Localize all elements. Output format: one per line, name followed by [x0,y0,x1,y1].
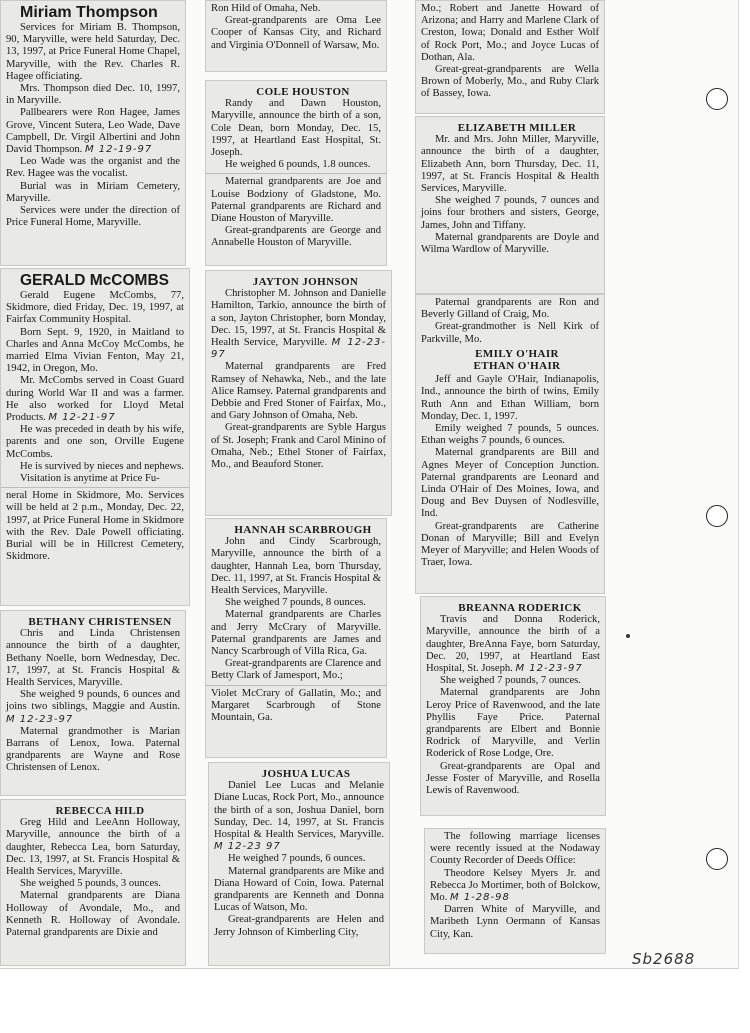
obituary-title: GERALD McCOMBS [20,272,169,289]
announcement-text: Great-grandparents are Opal and Jesse Foster of Maryville, and Rosella Lewis of Ravenwood. [426,760,600,797]
announcement-text: Ron Hild of Omaha, Neb. [211,3,321,14]
announcement-text: Maternal grandparents are Charles and Jerry McCrary of Maryville. Paternal grandparents are James and Nancy Scarbrough of Villa Rica, Ga. [211,609,381,658]
announcement-text: She weighed 5 pounds, 3 ounces. [20,878,161,890]
binder-hole [706,88,728,110]
announcement-text: She weighed 7 pounds, 7 ounces. [440,675,581,687]
announcement-text: Mo.; Robert and Janette Howard of Arizona; and Harry and Marlene Clark of Creston, Iowa; Donald and Esther Wolf of Rock Port, Mo.; and Joyce Lucas of Dothan, Ala. [421,3,599,63]
obituary-title: Miriam Thompson [20,4,158,21]
clipping-cole-houston [205,80,387,266]
announcement-text: John and Cindy Scarbrough, Maryville, announce the birth of a daughter, Hannah Lea, born Thursday, Dec. 11, 1997, at St. Francis Hospital & Health Services, Maryville. [211,536,381,597]
obituary-text: Born Sept. 9, 1920, in Maitland to Charles and Anna McCoy McCombs, he married Elma Vivian Fenton, May 21, 1942, in Oregon, Mo. [6,326,184,375]
handwritten-date: M 12-23 97 [214,841,281,853]
obituary-text: Leo Wade was the organist and the Rev. Hagee was the vocalist. [6,156,180,180]
announcement-text: Maternal grandparents are Doyle and Wilma Wardlow of Maryville. [421,231,599,256]
binder-hole [706,505,728,527]
binder-hole [706,848,728,870]
announcement-title: COLE HOUSTON [256,86,350,98]
obituary-text: Services were under the direction of Price Funeral Home, Maryville. [6,205,180,229]
announcement-text: Great-grandparents are Catherine Donan of Maryville; Bill and Evelyn Meyer of Maryville; and Helen Woods of Traer, Iowa. [421,520,599,569]
announcement-text: Travis and Donna Roderick, Maryville, announce the birth of a daughter, BreAnna Faye, born Saturday, Dec. 20, 1997, at Heartland East Hospital, St. Joseph. [426,614,600,675]
announcement-text: Violet McCrary of Gallatin, Mo.; and Margaret Scarbrough of Stone Mountain, Ga. [211,687,381,724]
announcement-text: Emily weighed 7 pounds, 5 ounces. Ethan weighs 7 pounds, 6 ounces. [421,423,599,447]
announcement-text: He weighed 6 pounds, 1.8 ounces. [225,159,371,171]
clipping-hannah-scarbrough [205,518,387,758]
announcement-title: EMILY O'HAIR [475,347,559,360]
notice-text: Theodore Kelsey Myers Jr. and Rebecca Jo Mortimer, both of Bolckow, Mo. [430,867,600,904]
announcement-text: Maternal grandparents are Diana Holloway of Avondale, Mo., and Kenneth R. Holloway of Avondale. Paternal grandparents are Dixie and [6,890,180,939]
announcement-text: Greg Hild and LeeAnn Holloway, Maryville, announce the birth of a daughter, Rebecca Lea, born Saturday, Dec. 13, 1997, at St. Francis Hospital & Health Services, Maryville. [6,817,180,878]
announcement-text: Randy and Dawn Houston, Maryville, announce the birth of a son, Cole Dean, born Monday, Dec. 15, 1997, at Heartland East Hospital, St. Joseph. [211,98,381,159]
clipping-gerald-mccombs [0,268,190,606]
handwritten-date: M 12-19-97 [84,144,153,156]
clipping-elizabeth-miller [415,116,605,294]
obituary-text: Visitation is anytime at Price Fu- [20,473,160,485]
obituary-text: He is survived by nieces and nephews. [20,460,184,472]
announcement-text: She weighed 9 pounds, 6 ounces and joins two siblings, Maggie and Austin. [6,689,180,713]
announcement-text: Great-grandparents are Syble Hargus of St. Joseph; Frank and Carol Minino of Omaha, Neb.; Ethel Stoner of Fairfax, Mo., and Beauford Stoner. [211,422,386,471]
announcement-text: Maternal grandmother is Marian Barrans of Lenox, Iowa. Paternal grandparents are Wayne and Rose Christensen of Lenox. [6,725,180,774]
announcement-text: Daniel Lee Lucas and Melanie Diane Lucas, Rock Port, Mo., announce the birth of a son, Joshua Daniel, born Sunday, Dec. 14, 1997, at St. Francis Hospital & Health Services, Maryville. [214,780,384,841]
announcement-title: JAYTON JOHNSON [252,276,359,288]
announcement-text: Maternal grandparents are Joe and Louise Bodziony of Gladstone, Mo. Paternal grandparents are Richard and Diane Houston of Maryville. [211,176,381,225]
clipping-seam [206,685,386,686]
obituary-text: Services for Miriam B. Thompson, 90, Maryville, were held Saturday, Dec. 13, 1997, at Price Funeral Home Chapel, Maryville, with the Rev. Charles R. Hagee officiating. [6,22,180,82]
handwritten-date: M 12-21-97 [48,412,116,424]
handwritten-date: M 12-23-97 [6,713,74,725]
clipping-marriage-licenses [424,828,606,954]
announcement-text: Maternal grandparents are Mike and Diana Howard of Coin, Iowa. Paternal grandparents are Kenneth and Donna Lucas of Watson, Mo. [214,865,384,914]
announcement-text: He weighed 7 pounds, 6 ounces. [228,853,366,865]
announcement-text: Great-grandmother is Nell Kirk of Parkville, Mo. [421,321,599,345]
clipping-joshua-lucas [208,762,390,966]
announcement-title: HANNAH SCARBROUGH [234,524,372,536]
archive-number: Sb2688 [632,950,696,968]
handwritten-date: M 1-28-98 [450,892,510,904]
announcement-text: Maternal grandparents are Fred Ramsey of Nehawka, Neb., and the late Alice Ramsey. Paternal grandparents and Debbie and Fred Stoner of Fairfax, Mo., and Gary Johnson of Omaha, Neb. [211,361,386,422]
announcement-text: Christopher M. Johnson and Danielle Hamilton, Tarkio, announce the birth of a son, Jayton Christopher, born Monday, Dec. 15, 1997, at St. Francis Hospital & Health Service, Maryville. [211,288,386,349]
announcement-title: BREANNA RODERICK [458,602,582,614]
obituary-text: Mr. McCombs served in Coast Guard during World War II and was a farmer. He also worked for Lloyd Metal Products. [6,375,184,424]
announcement-text: Maternal grandparents are John Leroy Price of Ravenwood, and the late Phyllis Faye Price. Paternal grandparents are Elbert and Bonnie Rodrick of Maryville, and Verlin Roderick of Rose Lodge, Ore. [426,687,600,760]
obituary-text: Mrs. Thompson died Dec. 10, 1997, in Maryville. [6,83,180,107]
clipping-breanna-roderick [420,596,606,816]
clipping-bethany-christensen [0,610,186,796]
announcement-text: Jeff and Gayle O'Hair, Indianapolis, Ind., announce the birth of twins, Emily Ruth Ann and Ethan William, born Monday, Dec. 1, 1997. [421,374,599,422]
obituary-text: He was preceded in death by his wife, parents and one son, Orville Eugene McCombs. [6,424,184,460]
announcement-text: Great-grandparents are George and Annabelle Houston of Maryville. [211,225,381,249]
announcement-text: Great-great-grandparents are Wella Brown of Moberly, Mo., and Ruby Clark of Bassey, Iowa. [421,64,599,100]
clipping-seam [206,173,386,174]
announcement-title: JOSHUA LUCAS [261,768,351,780]
clipping-joshua-lucas-continued [415,0,605,114]
obituary-text: Pallbearers were Ron Hagee, James Grove, Vincent Sutera, Leo Wade, Dave Campbell, Dr. Virgil Albertini and John David Thompson. [6,107,180,156]
announcement-text: She weighed 7 pounds, 7 ounces and joins four brothers and sisters, George, James, John and Tiffany. [421,195,599,231]
clipping-rebecca-hild [0,799,186,966]
announcement-text: Mr. and Mrs. John Miller, Maryville, announce the birth of a daughter, Elizabeth Ann, born Thursday, Dec. 11, 1997, at St. Francis Hospital & Health Services, Maryville. [421,134,599,195]
announcement-text: Great-grandparents are Oma Lee Cooper of Kansas City, and Richard and Virginia O'Donnell of Warsaw, Mo. [211,15,381,51]
announcement-title: REBECCA HILD [55,805,145,817]
announcement-text: Paternal grandparents are Ron and Beverly Gilland of Craig, Mo. [421,297,599,321]
announcement-text: Maternal grandparents are Bill and Agnes Meyer of Conception Junction. Paternal grandparents are Leonard and Linda O'Hair of Des Moines, Iowa, and Doug and Bev Duysen of Nodlesville, Ind. [421,447,599,520]
clipping-rebecca-hild-continued [205,0,387,72]
notice-text: Darren White of Maryville, and Maribeth Lynn Oermann of Kansas City, Kan. [430,904,600,940]
clipping-ohair-twins [415,294,605,594]
announcement-text: Chris and Linda Christensen announce the birth of a daughter, Bethany Noelle, born Wednesday, Dec. 17, 1997, at St. Francis Hospital & Health Services, Maryville. [6,628,180,689]
obituary-text: Gerald Eugene McCombs, 77, Skidmore, died Friday, Dec. 19, 1997, at Fairfax Community Hospital. [6,290,184,326]
announcement-title: ELIZABETH MILLER [457,122,577,134]
announcement-text: Great-grandparents are Clarence and Betty Clark of Jamesport, Mo.; [211,658,381,682]
announcement-title: ETHAN O'HAIR [473,360,561,373]
handwritten-date: M 12-23-97 [515,663,583,675]
clipping-seam [1,487,189,488]
handwritten-date: M 12-23-97 [211,337,386,361]
clipping-jayton-johnson [205,270,392,516]
announcement-text: Great-grandparents are Helen and Jerry Johnson of Kimberling City, [214,914,384,938]
obituary-text: neral Home in Skidmore, Mo. Services will be held at 2 p.m., Monday, Dec. 22, 1997, at Price Funeral Home in Skidmore with the Rev. Dale Powell officiating. Burial will be in Hillcrest Cemetery, Skidmore. [6,490,184,563]
announcement-text: She weighed 7 pounds, 8 ounces. [225,597,366,609]
notice-text: The following marriage licenses were recently issued at the Nodaway County Recorder of Deeds Office: [430,831,600,867]
obituary-text: Burial was in Miriam Cemetery, Maryville. [6,180,180,204]
clipping-miriam-thompson [0,0,186,266]
ink-dot [626,634,630,638]
announcement-title: BETHANY CHRISTENSEN [28,616,172,628]
